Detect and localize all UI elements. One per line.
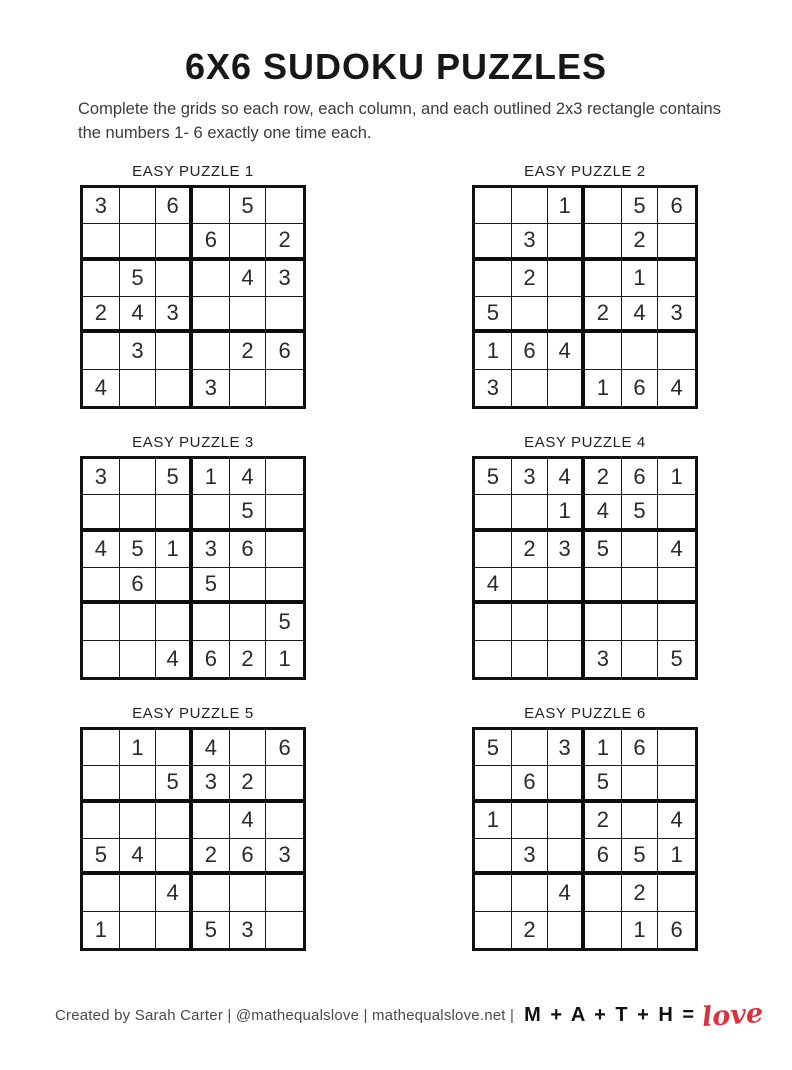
sudoku-cell-empty[interactable] (193, 875, 230, 911)
sudoku-cell-empty[interactable] (120, 459, 157, 495)
sudoku-cell-given: 4 (120, 297, 157, 333)
sudoku-cell-given: 5 (193, 912, 230, 948)
sudoku-cell-given: 2 (585, 297, 622, 333)
sudoku-cell-empty[interactable] (266, 495, 303, 531)
sudoku-cell-empty[interactable] (230, 875, 267, 911)
sudoku-cell-empty[interactable] (658, 875, 695, 911)
sudoku-cell-empty[interactable] (83, 261, 120, 297)
sudoku-cell-given: 2 (512, 912, 549, 948)
sudoku-cell-given: 5 (622, 495, 659, 531)
sudoku-cell-empty[interactable] (512, 568, 549, 604)
sudoku-cell-given: 3 (230, 912, 267, 948)
footer-credit: Created by Sarah Carter | @mathequalslove | mathequalslove.net | (55, 1007, 515, 1024)
sudoku-cell-given: 1 (622, 912, 659, 948)
sudoku-cell-empty[interactable] (585, 912, 622, 948)
sudoku-cell-empty[interactable] (585, 261, 622, 297)
sudoku-cell-given: 5 (585, 532, 622, 568)
sudoku-cell-empty[interactable] (548, 224, 585, 260)
sudoku-cell-empty[interactable] (548, 568, 585, 604)
sudoku-cell-empty[interactable] (193, 495, 230, 531)
sudoku-cell-empty[interactable] (548, 641, 585, 677)
footer (55, 997, 765, 1034)
sudoku-cell-given: 4 (548, 459, 585, 495)
sudoku-cell-empty[interactable] (193, 188, 230, 224)
sudoku-cell-empty[interactable] (585, 188, 622, 224)
sudoku-cell-empty[interactable] (120, 495, 157, 531)
sudoku-cell-empty[interactable] (475, 875, 512, 911)
sudoku-cell-empty[interactable] (266, 875, 303, 911)
instructions-text: Complete the grids so each row, each column, and each outlined 2x3 rectangle contains the numbers 1- 6 exactly one time each. (78, 100, 721, 142)
sudoku-cell-given: 6 (193, 224, 230, 260)
sudoku-grid-6 (472, 727, 698, 951)
sudoku-cell-given: 5 (120, 532, 157, 568)
sudoku-cell-empty[interactable] (120, 224, 157, 260)
sudoku-cell-empty[interactable] (548, 803, 585, 839)
sudoku-cell-given: 2 (585, 803, 622, 839)
sudoku-cell-empty[interactable] (156, 333, 193, 369)
sudoku-cell-empty[interactable] (658, 604, 695, 640)
puzzle-block-1 (80, 163, 306, 409)
sudoku-cell-empty[interactable] (193, 333, 230, 369)
sudoku-cell-given: 6 (193, 641, 230, 677)
sudoku-cell-given: 4 (585, 495, 622, 531)
sudoku-cell-given: 5 (622, 839, 659, 875)
sudoku-cell-empty[interactable] (512, 188, 549, 224)
sudoku-cell-empty[interactable] (512, 604, 549, 640)
sudoku-cell-given: 5 (120, 261, 157, 297)
sudoku-cell-given: 3 (475, 370, 512, 406)
sudoku-cell-empty[interactable] (83, 333, 120, 369)
sudoku-cell-given: 5 (230, 495, 267, 531)
sudoku-cell-given: 5 (670, 645, 683, 671)
sudoku-cell-given: 6 (670, 916, 683, 942)
sudoku-cell-empty[interactable] (512, 370, 549, 406)
sudoku-cell-empty[interactable] (548, 261, 585, 297)
sudoku-cell-given: 4 (156, 875, 193, 911)
sudoku-cell-given: 3 (548, 730, 585, 766)
sudoku-cell-given: 5 (156, 766, 193, 802)
sudoku-cell-empty[interactable] (230, 568, 267, 604)
sudoku-cell-given: 1 (548, 188, 585, 224)
sudoku-cell-given: 2 (266, 224, 303, 260)
sudoku-cell-given: 4 (658, 532, 695, 568)
sudoku-grid-2 (472, 185, 698, 409)
sudoku-cell-empty[interactable] (475, 839, 512, 875)
sudoku-cell-empty[interactable] (120, 912, 157, 948)
sudoku-cell-empty[interactable] (193, 297, 230, 333)
sudoku-cell-empty[interactable] (193, 803, 230, 839)
sudoku-cell-given: 1 (193, 459, 230, 495)
sudoku-cell-empty[interactable] (512, 730, 549, 766)
sudoku-cell-given: 4 (622, 297, 659, 333)
puzzle-title: EASY PUZZLE 6 (524, 704, 646, 722)
sudoku-cell-given: 6 (230, 839, 267, 875)
sudoku-cell-empty[interactable] (548, 912, 585, 948)
sudoku-cell-given: 3 (266, 839, 303, 875)
sudoku-cell-empty[interactable] (120, 370, 157, 406)
sudoku-cell-given: 3 (193, 370, 230, 406)
puzzle-block-2 (472, 163, 698, 409)
sudoku-cell-given: 1 (658, 839, 695, 875)
sudoku-cell-given: 1 (475, 803, 512, 839)
sudoku-cell-given: 4 (658, 803, 695, 839)
sudoku-cell-given: 6 (512, 766, 549, 802)
sudoku-cell-given: 2 (83, 297, 120, 333)
sudoku-cell-empty[interactable] (156, 803, 193, 839)
sudoku-cell-given: 4 (83, 370, 120, 406)
puzzle-title: EASY PUZZLE 5 (132, 704, 254, 722)
footer-math-equation: M + A + T + H = (524, 1004, 697, 1026)
sudoku-cell-empty[interactable] (230, 224, 267, 260)
sudoku-cell-empty[interactable] (156, 912, 193, 948)
sudoku-cell-given: 2 (512, 261, 549, 297)
sudoku-cell-empty[interactable] (156, 839, 193, 875)
sudoku-cell-given: 2 (230, 333, 267, 369)
sudoku-cell-given: 2 (230, 641, 267, 677)
sudoku-cell-empty[interactable] (475, 912, 512, 948)
sudoku-cell-empty[interactable] (475, 641, 512, 677)
sudoku-cell-given: 6 (658, 188, 695, 224)
sudoku-cell-empty[interactable] (475, 766, 512, 802)
sudoku-cell-empty[interactable] (193, 261, 230, 297)
sudoku-cell-given: 5 (230, 188, 267, 224)
sudoku-cell-empty[interactable] (83, 568, 120, 604)
sudoku-cell-given: 5 (475, 459, 512, 495)
sudoku-cell-given: 6 (622, 459, 659, 495)
sudoku-cell-given: 2 (512, 532, 549, 568)
sudoku-cell-empty[interactable] (622, 333, 659, 369)
sudoku-cell-empty[interactable] (585, 604, 622, 640)
sudoku-cell-given: 3 (193, 766, 230, 802)
sudoku-cell-empty[interactable] (622, 568, 659, 604)
sudoku-cell-empty[interactable] (266, 912, 303, 948)
sudoku-cell-given: 4 (83, 532, 120, 568)
sudoku-cell-given: 5 (475, 297, 512, 333)
sudoku-cell-empty[interactable] (475, 495, 512, 531)
sudoku-cell-empty[interactable] (156, 495, 193, 531)
sudoku-cell-given: 5 (193, 568, 230, 604)
sudoku-cell-empty[interactable] (120, 803, 157, 839)
sudoku-cell-given: 2 (193, 839, 230, 875)
sudoku-cell-given: 4 (670, 374, 683, 400)
sudoku-cell-given: 6 (266, 730, 303, 766)
sudoku-cell-empty[interactable] (266, 766, 303, 802)
sudoku-cell-empty[interactable] (266, 188, 303, 224)
puzzle-title: EASY PUZZLE 1 (132, 162, 254, 180)
sudoku-cell-empty[interactable] (83, 495, 120, 531)
sudoku-cell-empty[interactable] (548, 297, 585, 333)
sudoku-cell-empty[interactable] (622, 803, 659, 839)
sudoku-cell-empty[interactable] (156, 261, 193, 297)
puzzle-title: EASY PUZZLE 2 (524, 162, 646, 180)
puzzle-block-5 (80, 705, 306, 951)
sudoku-cell-empty[interactable] (658, 495, 695, 531)
sudoku-cell-empty[interactable] (230, 297, 267, 333)
sudoku-cell-given: 2 (585, 459, 622, 495)
sudoku-cell-empty[interactable] (83, 604, 120, 640)
sudoku-cell-empty[interactable] (266, 568, 303, 604)
sudoku-cell-empty[interactable] (548, 766, 585, 802)
sudoku-cell-empty[interactable] (512, 875, 549, 911)
sudoku-cell-given: 4 (193, 730, 230, 766)
puzzle-title: EASY PUZZLE 3 (132, 433, 254, 451)
sudoku-grid-4 (472, 456, 698, 680)
sudoku-cell-given: 6 (156, 188, 193, 224)
sudoku-cell-empty[interactable] (475, 188, 512, 224)
sudoku-cell-empty[interactable] (120, 875, 157, 911)
sudoku-cell-empty[interactable] (585, 224, 622, 260)
sudoku-cell-given: 5 (585, 766, 622, 802)
sudoku-cell-empty[interactable] (512, 495, 549, 531)
sudoku-cell-given: 1 (83, 912, 120, 948)
sudoku-cell-given: 3 (83, 459, 120, 495)
sudoku-cell-empty[interactable] (585, 875, 622, 911)
sudoku-cell-empty[interactable] (512, 803, 549, 839)
sudoku-cell-empty[interactable] (266, 297, 303, 333)
sudoku-cell-given: 1 (475, 333, 512, 369)
sudoku-cell-empty[interactable] (193, 604, 230, 640)
sudoku-cell-empty[interactable] (585, 333, 622, 369)
sudoku-cell-given: 2 (230, 766, 267, 802)
sudoku-cell-empty[interactable] (475, 261, 512, 297)
sudoku-cell-empty[interactable] (266, 803, 303, 839)
sudoku-grid-5 (80, 727, 306, 951)
sudoku-cell-empty[interactable] (475, 532, 512, 568)
sudoku-cell-given: 3 (266, 261, 303, 297)
sudoku-cell-given: 5 (266, 604, 303, 640)
sudoku-cell-empty[interactable] (622, 604, 659, 640)
sudoku-cell-given: 3 (548, 532, 585, 568)
sudoku-cell-empty[interactable] (266, 370, 303, 406)
sudoku-cell-given: 6 (622, 370, 659, 406)
sudoku-cell-given: 3 (512, 839, 549, 875)
sudoku-cell-empty[interactable] (658, 224, 695, 260)
puzzles-container (0, 163, 792, 951)
sudoku-grid-1 (80, 185, 306, 409)
sudoku-cell-given: 1 (156, 532, 193, 568)
sudoku-cell-given: 4 (230, 803, 267, 839)
sudoku-cell-given: 1 (658, 459, 695, 495)
sudoku-cell-given: 3 (512, 224, 549, 260)
sudoku-cell-empty[interactable] (475, 604, 512, 640)
sudoku-cell-empty[interactable] (548, 839, 585, 875)
sudoku-cell-given: 3 (120, 333, 157, 369)
sudoku-cell-empty[interactable] (83, 875, 120, 911)
puzzle-title: EASY PUZZLE 4 (524, 433, 646, 451)
sudoku-cell-given: 4 (120, 839, 157, 875)
sudoku-cell-empty[interactable] (658, 568, 695, 604)
puzzle-block-3 (80, 434, 306, 680)
sudoku-cell-empty[interactable] (658, 333, 695, 369)
sudoku-cell-given: 1 (278, 645, 291, 671)
sudoku-cell-given: 6 (230, 532, 267, 568)
sudoku-cell-empty[interactable] (658, 261, 695, 297)
sudoku-cell-given: 3 (193, 532, 230, 568)
sudoku-cell-empty[interactable] (156, 224, 193, 260)
sudoku-cell-empty[interactable] (83, 803, 120, 839)
sudoku-cell-given: 5 (156, 459, 193, 495)
sudoku-cell-empty[interactable] (230, 370, 267, 406)
footer-love-logo: love (701, 997, 765, 1034)
sudoku-cell-given: 1 (622, 261, 659, 297)
sudoku-cell-given: 5 (622, 188, 659, 224)
sudoku-cell-empty[interactable] (622, 532, 659, 568)
sudoku-cell-empty[interactable] (548, 370, 585, 406)
sudoku-cell-empty[interactable] (120, 188, 157, 224)
sudoku-cell-given: 1 (548, 495, 585, 531)
sudoku-cell-given: 5 (475, 730, 512, 766)
sudoku-cell-empty[interactable] (120, 604, 157, 640)
sudoku-cell-given: 6 (266, 333, 303, 369)
sudoku-cell-empty[interactable] (230, 604, 267, 640)
sudoku-cell-given: 2 (622, 875, 659, 911)
sudoku-cell-empty[interactable] (512, 297, 549, 333)
sudoku-cell-given: 1 (585, 370, 622, 406)
sudoku-cell-given: 3 (83, 188, 120, 224)
sudoku-cell-empty[interactable] (120, 641, 157, 677)
page-title: 6X6 SUDOKU PUZZLES (184, 46, 608, 87)
sudoku-cell-given: 4 (156, 641, 193, 677)
sudoku-cell-empty[interactable] (83, 224, 120, 260)
sudoku-cell-empty[interactable] (83, 730, 120, 766)
sudoku-cell-empty[interactable] (156, 568, 193, 604)
sudoku-cell-given: 6 (622, 730, 659, 766)
puzzle-block-6 (472, 705, 698, 951)
sudoku-cell-empty[interactable] (83, 766, 120, 802)
sudoku-cell-empty[interactable] (266, 459, 303, 495)
sudoku-cell-empty[interactable] (622, 641, 659, 677)
sudoku-cell-empty[interactable] (83, 641, 120, 677)
sudoku-cell-given: 4 (548, 875, 585, 911)
sudoku-cell-empty[interactable] (658, 730, 695, 766)
sudoku-cell-empty[interactable] (156, 730, 193, 766)
sudoku-cell-given: 3 (585, 641, 622, 677)
sudoku-cell-given: 6 (512, 333, 549, 369)
sudoku-cell-given: 4 (475, 568, 512, 604)
sudoku-cell-empty[interactable] (585, 568, 622, 604)
sudoku-cell-empty[interactable] (266, 532, 303, 568)
sudoku-cell-empty[interactable] (548, 604, 585, 640)
sudoku-cell-empty[interactable] (658, 766, 695, 802)
sudoku-cell-given: 3 (512, 459, 549, 495)
sudoku-cell-empty[interactable] (622, 766, 659, 802)
sudoku-cell-given: 4 (548, 333, 585, 369)
sudoku-cell-given: 6 (585, 839, 622, 875)
sudoku-cell-empty[interactable] (475, 224, 512, 260)
sudoku-cell-given: 5 (83, 839, 120, 875)
sudoku-cell-given: 3 (658, 297, 695, 333)
sudoku-cell-given: 4 (230, 261, 267, 297)
sudoku-cell-given: 2 (622, 224, 659, 260)
sudoku-cell-given: 1 (120, 730, 157, 766)
sudoku-cell-empty[interactable] (156, 604, 193, 640)
sudoku-cell-empty[interactable] (230, 730, 267, 766)
sudoku-cell-empty[interactable] (120, 766, 157, 802)
sudoku-cell-empty[interactable] (512, 641, 549, 677)
sudoku-cell-empty[interactable] (156, 370, 193, 406)
sudoku-grid-3 (80, 456, 306, 680)
sudoku-cell-given: 6 (120, 568, 157, 604)
sudoku-cell-given: 3 (156, 297, 193, 333)
sudoku-cell-given: 4 (230, 459, 267, 495)
puzzle-block-4 (472, 434, 698, 680)
sudoku-cell-given: 1 (585, 730, 622, 766)
